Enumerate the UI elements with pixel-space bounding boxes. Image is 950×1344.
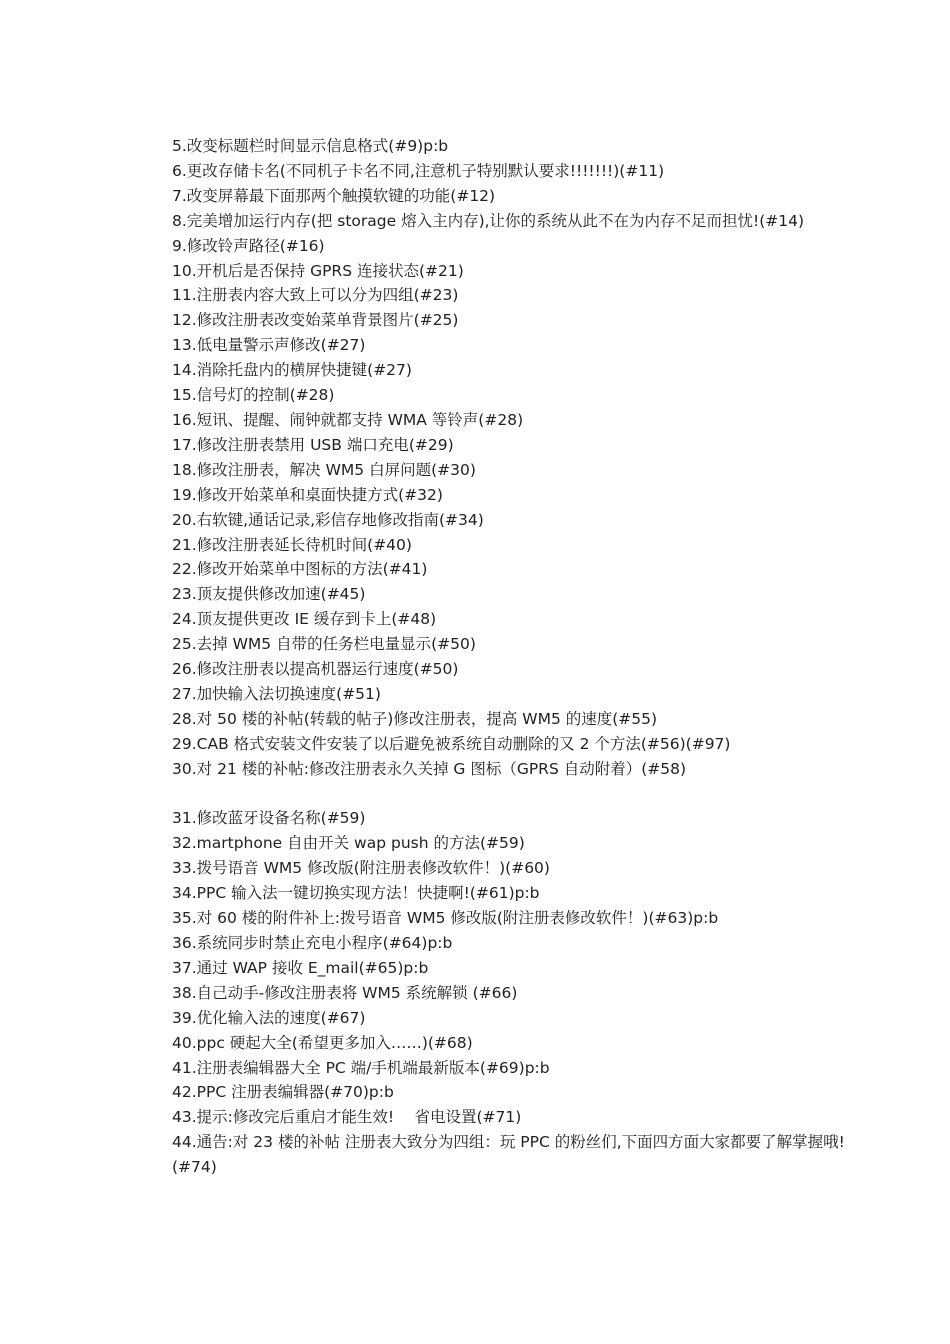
toc-item-28: 28.对 50 楼的补帖(转载的帖子)修改注册表，提高 WM5 的速度(#55) (172, 709, 658, 728)
toc-item-36: 36.系统同步时禁止充电小程序(#64)p:b (172, 933, 453, 952)
section-spacer (172, 782, 862, 807)
toc-item-33: 33.拨号语音 WM5 修改版(附注册表修改软件！)(#60) (172, 859, 550, 878)
toc-item-44: 44.通告:对 23 楼的补帖 注册表大致分为四组：玩 PPC 的粉丝们,下面四方面大家都要了解掌握哦!(#74) (172, 1133, 845, 1177)
toc-item-25: 25.去掉 WM5 自带的任务栏电量显示(#50) (172, 635, 476, 654)
toc-item-14: 14.消除托盘内的横屏快捷键(#27) (172, 361, 412, 380)
toc-item-24: 24.顶友提供更改 IE 缓存到卡上(#48) (172, 610, 437, 629)
toc-item-7: 7.改变屏幕最下面那两个触摸软键的功能(#12) (172, 186, 496, 205)
toc-item-26: 26.修改注册表以提高机器运行速度(#50) (172, 660, 459, 679)
toc-item-41: 41.注册表编辑器大全 PC 端/手机端最新版本(#69)p:b (172, 1058, 550, 1077)
toc-item-17: 17.修改注册表禁用 USB 端口充电(#29) (172, 435, 454, 454)
toc-item-15: 15.信号灯的控制(#28) (172, 386, 335, 405)
toc-item-42: 42.PPC 注册表编辑器(#70)p:b (172, 1083, 394, 1102)
toc-item-6: 6.更改存储卡名(不同机子卡名不同,注意机子特别默认要求!!!!!!!)(#11) (172, 161, 665, 180)
toc-item-8: 8.完美增加运行内存(把 storage 熔入主内存),让你的系统从此不在为内存不足而担忧!(#14) (172, 211, 805, 230)
document-body (172, 134, 862, 1180)
toc-item-39: 39.优化输入法的速度(#67) (172, 1008, 366, 1027)
toc-item-5: 5.改变标题栏时间显示信息格式(#9)p:b (172, 137, 449, 155)
toc-item-38: 38.自己动手-修改注册表将 WM5 系统解锁 (#66) (172, 983, 518, 1002)
toc-item-34: 34.PPC 输入法一键切换实现方法！快捷啊!(#61)p:b (172, 884, 540, 903)
toc-item-12: 12.修改注册表改变始菜单背景图片(#25) (172, 311, 459, 330)
toc-item-32: 32.martphone 自由开关 wap push 的方法(#59) (172, 834, 525, 853)
toc-item-37: 37.通过 WAP 接收 E_mail(#65)p:b (172, 958, 429, 977)
toc-item-43: 43.提示:修改完后重启才能生效! 省电设置(#71) (172, 1108, 522, 1127)
toc-item-18: 18.修改注册表，解决 WM5 白屏问题(#30) (172, 460, 476, 479)
toc-item-40: 40.ppc 硬起大全(希望更多加入……)(#68) (172, 1033, 473, 1052)
toc-item-30: 30.对 21 楼的补帖:修改注册表永久关掉 G 图标（GPRS 自动附着）(#58) (172, 759, 687, 778)
toc-item-9: 9.修改铃声路径(#16) (172, 236, 325, 255)
toc-item-35: 35.对 60 楼的附件补上:拨号语音 WM5 修改版(附注册表修改软件！)(#63)p:b (172, 909, 719, 928)
toc-item-10: 10.开机后是否保持 GPRS 连接状态(#21) (172, 261, 464, 280)
toc-item-22: 22.修改开始菜单中图标的方法(#41) (172, 560, 428, 579)
toc-item-21: 21.修改注册表延长待机时间(#40) (172, 535, 412, 554)
toc-item-27: 27.加快输入法切换速度(#51) (172, 684, 381, 703)
toc-item-31: 31.修改蓝牙设备名称(#59) (172, 809, 366, 828)
toc-item-11: 11.注册表内容大致上可以分为四组(#23) (172, 286, 459, 305)
toc-item-16: 16.短讯、提醒、闹钟就都支持 WMA 等铃声(#28) (172, 410, 524, 429)
toc-item-29: 29.CAB 格式安装文件安装了以后避免被系统自动删除的又 2 个方法(#56)(#97) (172, 734, 731, 753)
toc-item-19: 19.修改开始菜单和桌面快捷方式(#32) (172, 485, 443, 504)
toc-item-23: 23.顶友提供修改加速(#45) (172, 585, 366, 604)
toc-item-20: 20.右软键,通话记录,彩信存地修改指南(#34) (172, 510, 484, 529)
toc-item-13: 13.低电量警示声修改(#27) (172, 336, 366, 355)
